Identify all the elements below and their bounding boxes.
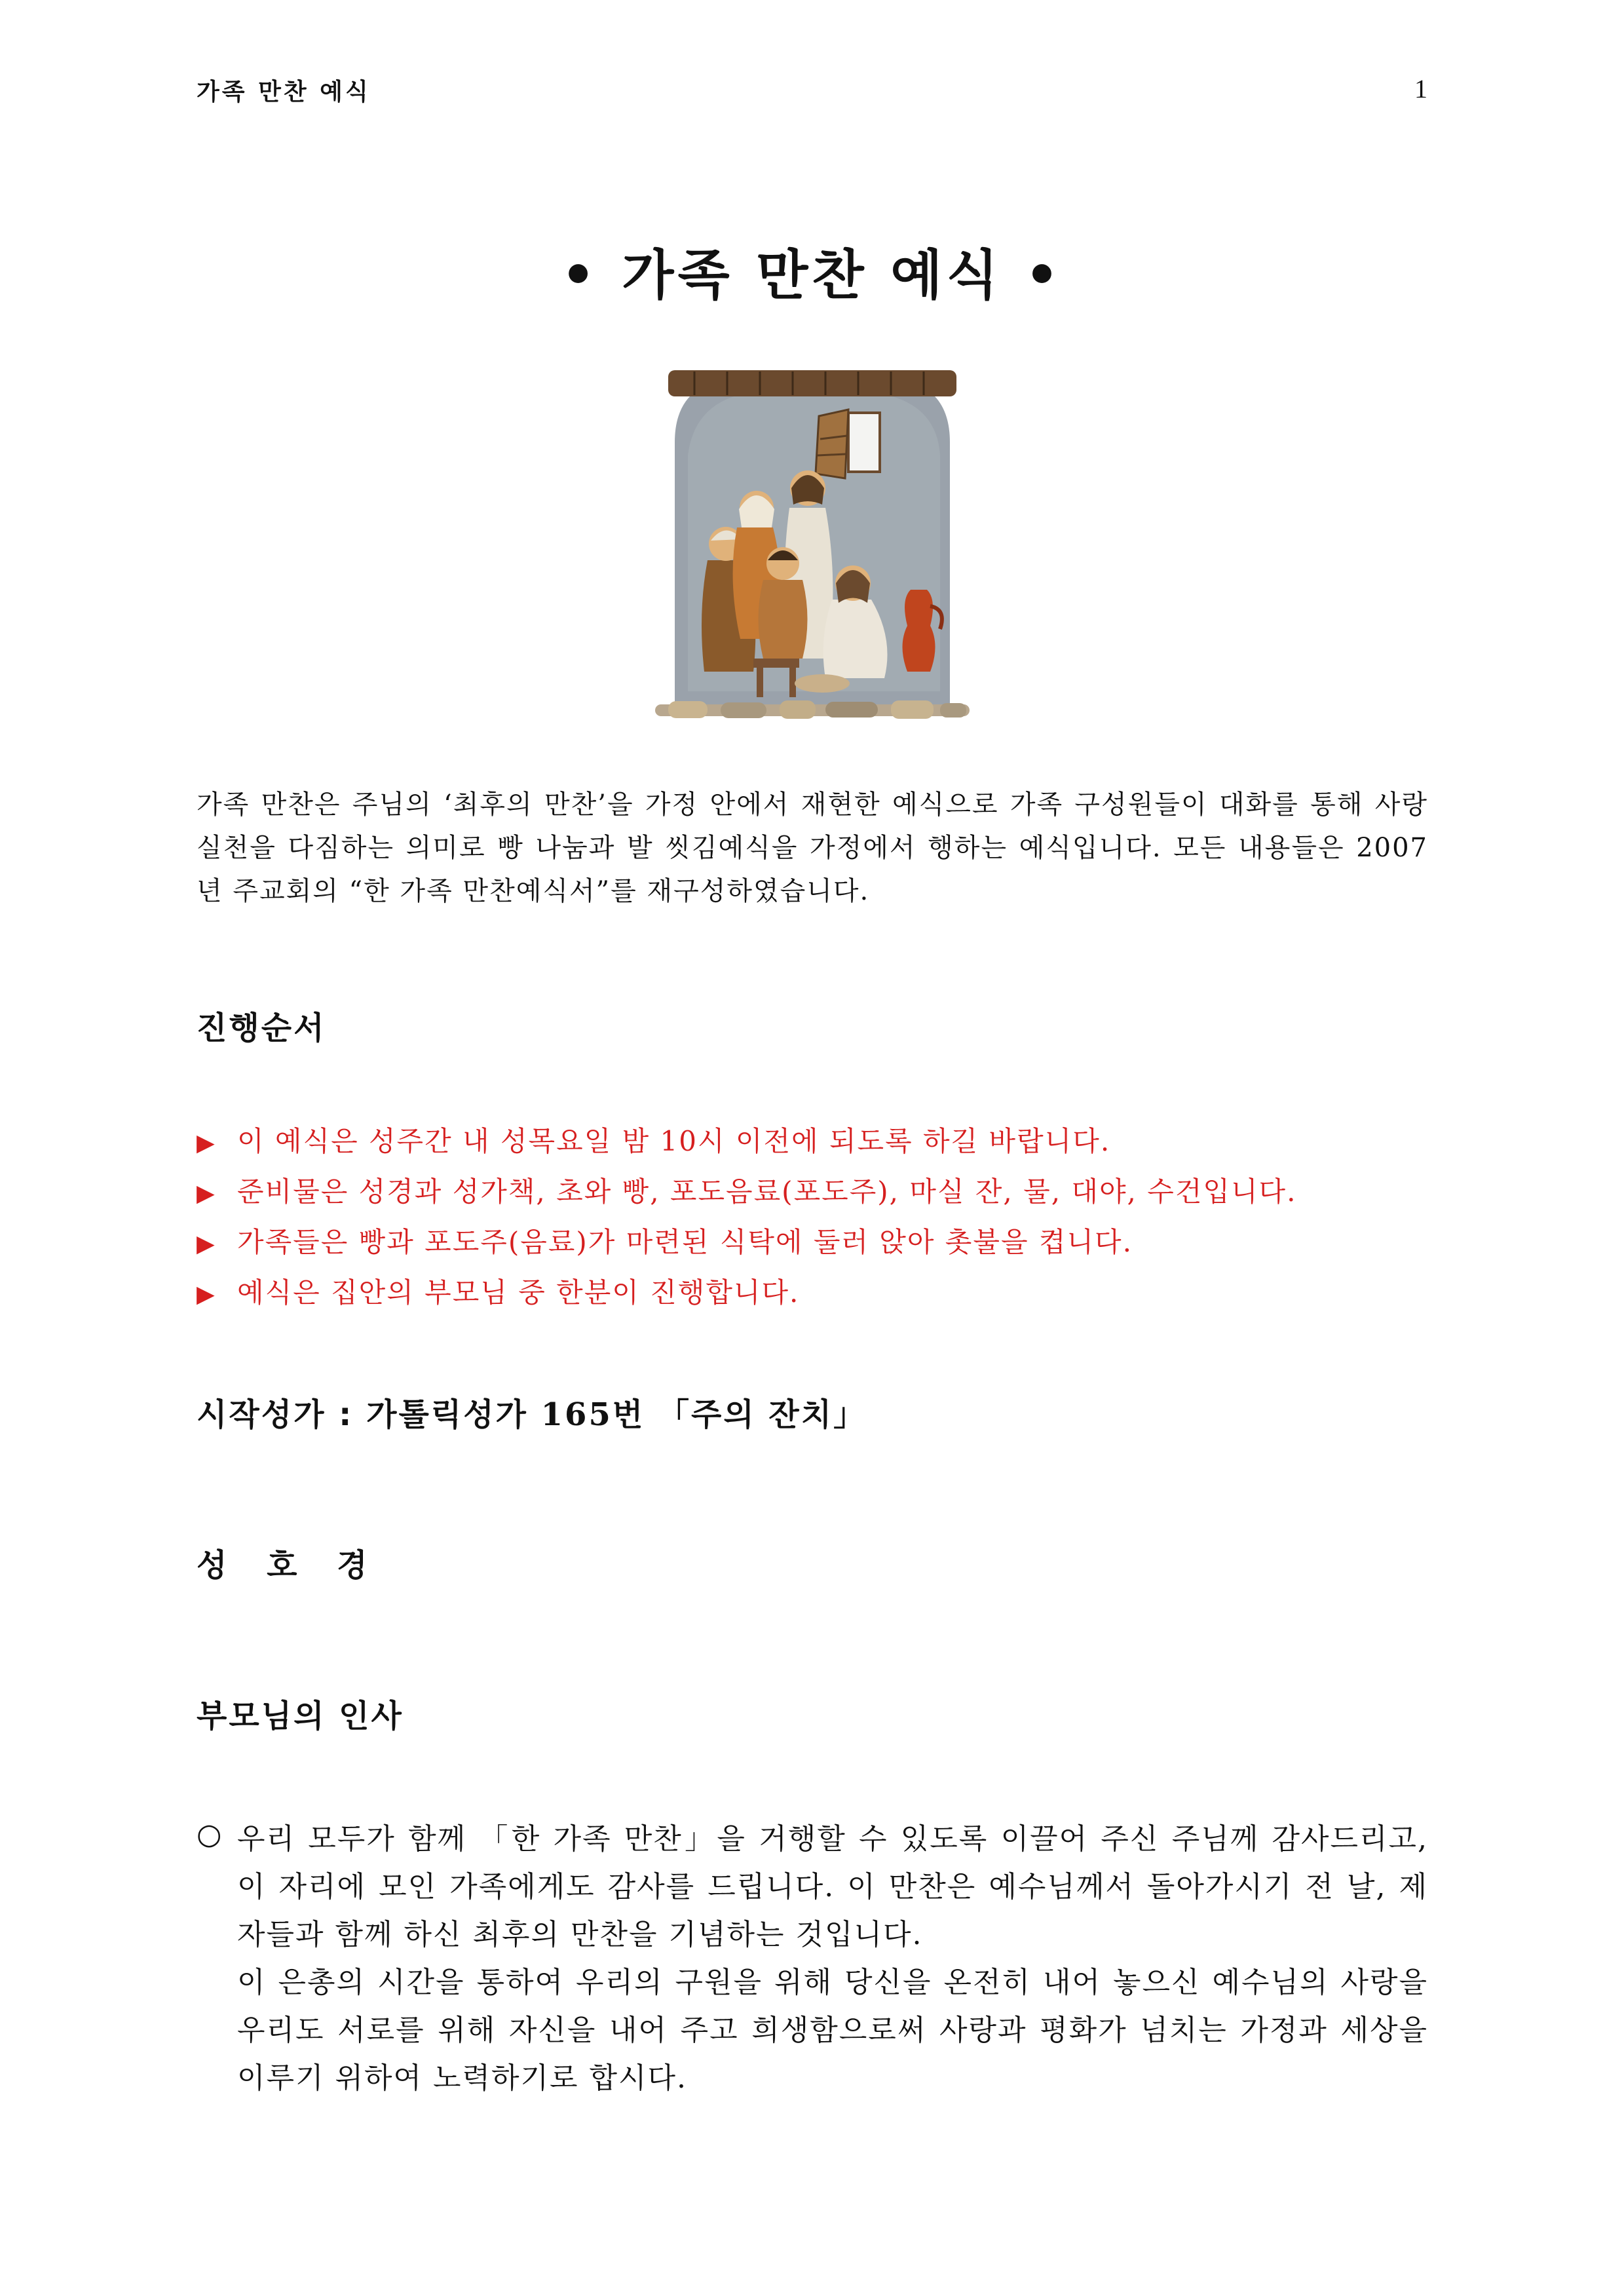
sign-of-cross-heading: 성 호 경 bbox=[197, 1547, 382, 1584]
page-header bbox=[197, 73, 1427, 106]
list-item: ▶ 준비물은 성경과 성가책, 초와 빵, 포도음료(포도주), 마실 잔, 물, 대야, 수건입니다. bbox=[197, 1168, 1441, 1218]
page-title: • 가족 만찬 예식 • bbox=[561, 244, 1063, 307]
circle-icon: ○ bbox=[197, 1818, 222, 1851]
window-shutter bbox=[816, 410, 848, 478]
list-item: ▶ 가족들은 빵과 포도주(음료)가 마련된 식탁에 둘러 앉아 촛불을 켭니다. bbox=[197, 1218, 1441, 1269]
jug bbox=[903, 590, 935, 672]
opening-song-number: 165번 bbox=[540, 1396, 645, 1433]
greeting-heading: 부모님의 인사 bbox=[197, 1698, 404, 1734]
order-list bbox=[197, 1117, 1441, 1319]
triangle-right-icon: ▶ bbox=[197, 1130, 216, 1157]
order-heading: 진행순서 bbox=[197, 1010, 326, 1046]
disciple-seated bbox=[759, 580, 808, 659]
list-item: ▶ 이 예식은 성주간 내 성목요일 밤 10시 이전에 되도록 하길 바랍니다. bbox=[197, 1117, 1441, 1168]
opening-song bbox=[197, 1389, 867, 1434]
last-supper-illustration bbox=[649, 364, 976, 731]
basin bbox=[795, 674, 850, 693]
stool bbox=[753, 659, 799, 668]
list-item: ▶ 예식은 집안의 부모님 중 한분이 진행합니다. bbox=[197, 1269, 1441, 1319]
greeting-paragraph-2: 이 은총의 시간을 통하여 우리의 구원을 위해 당신을 온전히 내어 놓으신 예수님의 사랑을 우리도 서로를 위해 자신을 내어 주고 희생함으로써 사랑과 평화가 넘치는 가정과 세상을 이루기 위하여 노력하기로 합시다. bbox=[237, 1966, 1428, 2095]
triangle-right-icon: ▶ bbox=[197, 1281, 216, 1308]
triangle-right-icon: ▶ bbox=[197, 1231, 216, 1257]
floor-stones bbox=[655, 700, 970, 719]
greeting-block bbox=[197, 1815, 1428, 2102]
greeting-paragraph-1: 우리 모두가 함께 「한 가족 만찬」을 거행할 수 있도록 이끌어 주신 주님께 감사드리고, 이 자리에 모인 가족에게도 감사를 드립니다. 이 만찬은 예수님께서 돌아가시기 전 날, 제자들과 함께 하신 최후의 만찬을 기념하는 것입니다. bbox=[237, 1822, 1428, 1951]
greeting-text bbox=[237, 1815, 1428, 2102]
triangle-right-icon: ▶ bbox=[197, 1180, 216, 1207]
header-title: 가족 만찬 예식 bbox=[197, 79, 371, 105]
opening-song-title: 「주의 잔치」 bbox=[645, 1396, 867, 1433]
opening-song-label: 시작성가 : 가톨릭성가 bbox=[197, 1396, 541, 1433]
ceiling-beam bbox=[668, 370, 956, 396]
page-number: 1 bbox=[1414, 74, 1427, 104]
intro-paragraph: 가족 만찬은 주님의 ‘최후의 만찬’을 가정 안에서 재현한 예식으로 가족 구성원들이 대화를 통해 사랑 실천을 다짐하는 의미로 빵 나눔과 발 씻김예식을 가정에서 행하는 예식입니다. 모든 내용들은 2007년 주교회의 “한 가족 만찬예식서”를 재구성하였습니다. bbox=[197, 790, 1428, 906]
window bbox=[848, 413, 880, 472]
